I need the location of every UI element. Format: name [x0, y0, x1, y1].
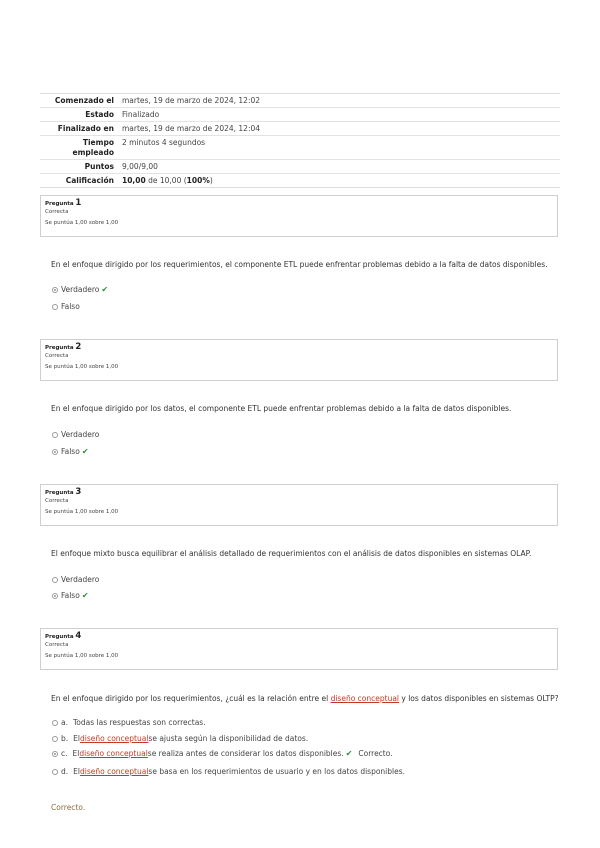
option-label: Verdadero	[61, 575, 100, 584]
option-false[interactable]	[52, 447, 89, 456]
option-label: Todas las respuestas son correctas.	[72, 718, 206, 727]
checkmark-icon: ✔	[81, 447, 89, 456]
summary-value: 2 minutos 4 segundos	[118, 136, 560, 160]
question-number: 3	[75, 487, 82, 497]
radio-icon[interactable]	[52, 769, 58, 775]
question-text: En el enfoque dirigido por los datos, el componente ETL puede enfrentar problemas debido a la falta de datos disponibles.	[51, 404, 512, 413]
summary-value: Finalizado	[118, 108, 560, 122]
summary-row-started	[40, 94, 560, 108]
option-true[interactable]	[52, 575, 99, 584]
option-letter: d.	[61, 767, 69, 776]
summary-label: Tiempo empleado	[40, 136, 118, 160]
radio-icon[interactable]	[52, 577, 58, 583]
summary-row-time	[40, 136, 560, 160]
summary-row-grade	[40, 174, 560, 188]
grade-value: 10,00	[122, 175, 146, 185]
summary-row-state	[40, 108, 560, 122]
summary-value: martes, 19 de marzo de 2024, 12:02	[118, 94, 560, 108]
radio-icon[interactable]	[52, 751, 58, 757]
question-number: 2	[75, 342, 82, 352]
glossary-link[interactable]: diseño conceptual	[330, 694, 400, 703]
summary-value	[118, 174, 560, 188]
option-text: El	[73, 734, 80, 743]
question-label: Pregunta	[45, 201, 74, 207]
glossary-link[interactable]: diseño conceptual	[79, 767, 149, 776]
question-mark: Se puntúa 1,00 sobre 1,00	[45, 653, 119, 659]
summary-value: martes, 19 de marzo de 2024, 12:04	[118, 122, 560, 136]
radio-icon[interactable]	[52, 736, 58, 742]
question-text: En el enfoque dirigido por los requerimientos, el componente ETL puede enfrentar problemas debido a la falta de datos disponibles.	[51, 260, 548, 269]
glossary-link[interactable]: diseño conceptual	[79, 749, 148, 758]
option-false[interactable]	[52, 302, 80, 311]
option-text: se basa en los requerimientos de usuario y en los datos disponibles.	[148, 767, 406, 776]
question-number: 1	[75, 198, 82, 208]
option-true[interactable]	[52, 430, 99, 439]
question-status: Correcta	[45, 209, 69, 215]
correct-label: Correcto.	[358, 749, 393, 758]
option-false[interactable]	[52, 591, 89, 600]
summary-label: Puntos	[40, 160, 118, 174]
question-text	[51, 694, 559, 703]
summary-row-finished	[40, 122, 560, 136]
question-info-3	[40, 484, 558, 526]
option-d[interactable]	[52, 767, 405, 776]
attempt-summary-table	[40, 93, 560, 188]
radio-icon[interactable]	[52, 593, 58, 599]
question-mark: Se puntúa 1,00 sobre 1,00	[45, 364, 119, 370]
option-c[interactable]	[52, 749, 393, 758]
option-label: Falso	[61, 591, 80, 600]
question-label: Pregunta	[45, 345, 74, 351]
question-mark: Se puntúa 1,00 sobre 1,00	[45, 509, 119, 515]
radio-icon[interactable]	[52, 449, 58, 455]
checkmark-icon: ✔	[81, 591, 89, 600]
radio-icon[interactable]	[52, 287, 58, 293]
question-info-2	[40, 339, 558, 381]
question-text-part: En el enfoque dirigido por los requerimientos, ¿cuál es la relación entre el	[51, 694, 331, 703]
checkmark-icon: ✔	[345, 749, 353, 758]
option-b[interactable]	[52, 734, 308, 743]
option-a[interactable]	[52, 718, 206, 727]
grade-text-end: )	[209, 175, 213, 185]
question-status: Correcta	[45, 353, 69, 359]
radio-icon[interactable]	[52, 720, 58, 726]
grade-percent: 100%	[186, 175, 210, 185]
summary-row-points	[40, 160, 560, 174]
question-text: El enfoque mixto busca equilibrar el análisis detallado de requerimientos con el análisis de datos disponibles en sistemas OLAP.	[51, 549, 532, 558]
option-true[interactable]	[52, 285, 108, 294]
question-label: Pregunta	[45, 634, 74, 640]
summary-label: Comenzado el	[40, 94, 118, 108]
question-info-4	[40, 628, 558, 670]
option-letter: c.	[61, 749, 68, 758]
option-text: El	[72, 749, 80, 758]
option-label: Verdadero	[61, 430, 100, 439]
option-text: se ajusta según la disponibilidad de datos.	[148, 734, 309, 743]
question-mark: Se puntúa 1,00 sobre 1,00	[45, 220, 119, 226]
radio-icon[interactable]	[52, 304, 58, 310]
summary-label: Calificación	[40, 174, 118, 188]
summary-value: 9,00/9,00	[118, 160, 560, 174]
question-label: Pregunta	[45, 490, 74, 496]
option-label: Verdadero	[61, 285, 100, 294]
glossary-link[interactable]: diseño conceptual	[79, 734, 149, 743]
option-letter: b.	[61, 734, 69, 743]
option-letter: a.	[61, 718, 68, 727]
summary-label: Finalizado en	[40, 122, 118, 136]
option-text: El	[73, 767, 80, 776]
option-label: Falso	[61, 447, 80, 456]
option-text: se realiza antes de considerar los datos disponibles.	[147, 749, 344, 758]
question-status: Correcta	[45, 642, 69, 648]
question-info-1	[40, 195, 558, 237]
question-feedback: Correcto.	[51, 803, 86, 812]
question-number: 4	[75, 631, 82, 641]
question-status: Correcta	[45, 498, 69, 504]
radio-icon[interactable]	[52, 432, 58, 438]
question-text-part: y los datos disponibles en sistemas OLTP?	[399, 694, 559, 703]
checkmark-icon: ✔	[101, 285, 109, 294]
summary-label: Estado	[40, 108, 118, 122]
option-label: Falso	[61, 302, 80, 311]
grade-text: de 10,00 (	[145, 175, 187, 185]
